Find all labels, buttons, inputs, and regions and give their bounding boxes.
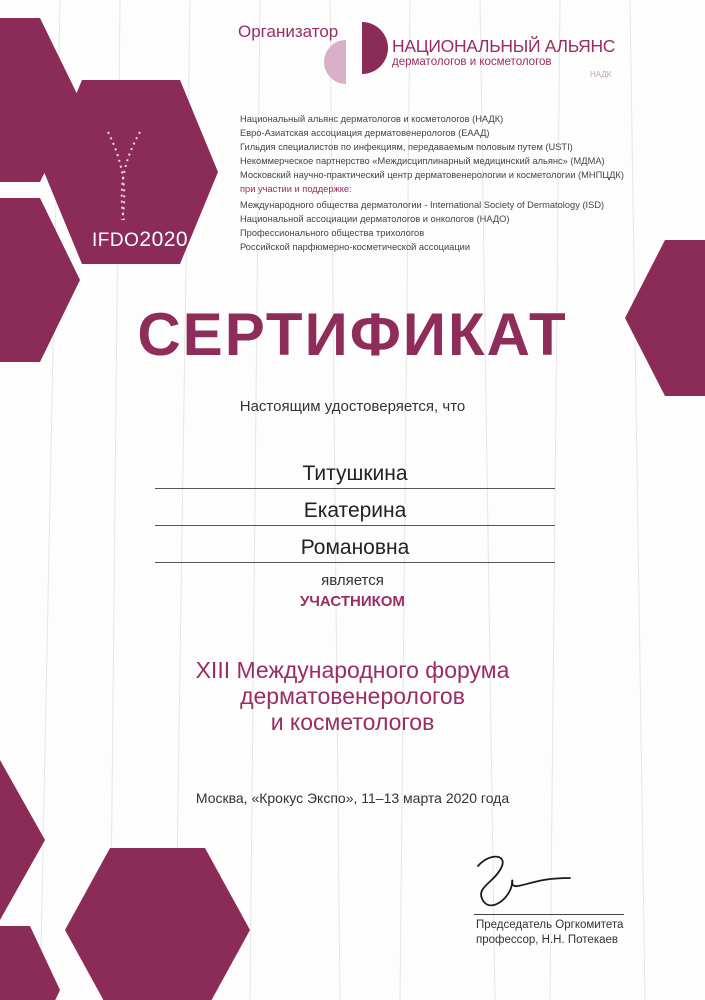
organizer-tag: НАДК	[590, 70, 612, 79]
organization-item: Некоммерческое партнерство «Междисциплинарный медицинский альянс» (МДМА)	[240, 156, 605, 166]
organization-item: Евро-Азиатская ассоциация дерматовенерологов (ЕААД)	[240, 128, 490, 138]
certificate-title: СЕРТИФИКАТ	[137, 301, 568, 368]
hex-bottom-left-lower	[0, 926, 60, 1000]
forum-line: дерматовенерологов	[240, 683, 465, 709]
hex-bottom-center	[65, 848, 250, 1000]
support-item: Профессионального общества трихологов	[240, 228, 425, 238]
organization-item: Московский научно-практический центр дерматовенерологии и косметологии (МНПЦДК)	[240, 170, 624, 180]
surname: Титушкина	[155, 460, 555, 489]
is-text: является	[321, 572, 384, 589]
event-logo	[92, 228, 188, 252]
place-date: Москва, «Крокус Экспо», 11–13 марта 2020 года	[195, 790, 510, 806]
chair-title: Председатель Оргкомитета	[476, 919, 624, 931]
support-list	[240, 198, 604, 254]
event-logo-text: IFDO	[92, 230, 140, 251]
forum-name	[0, 657, 705, 735]
support-item: Национальной ассоциации дерматологов и онкологов (НАДО)	[240, 214, 510, 224]
organizer-label: Организатор	[238, 22, 339, 41]
forum-line: и косметологов	[270, 709, 435, 735]
organization-item: Гильдия специалистов по инфекциям, передаваемым половым путем (USTI)	[240, 142, 573, 152]
support-label: при участии и поддержке:	[240, 184, 352, 194]
hex-bottom-left-upper	[0, 760, 45, 920]
organizations-list	[240, 112, 624, 182]
patronymic: Романовна	[155, 534, 555, 563]
organization-item: Национальный альянс дерматологов и косметологов (НАДК)	[240, 114, 504, 124]
event-logo-year: 2020	[139, 228, 189, 251]
role-text: УЧАСТНИКОМ	[300, 593, 405, 610]
signature-line	[474, 914, 624, 915]
organizer-subtitle: дерматологов и косметологов	[392, 56, 552, 68]
organizer-name: НАЦИОНАЛЬНЫЙ АЛЬЯНС	[392, 36, 616, 56]
support-item: Международного общества дерматологии - International Society of Dermatology (ISD)	[240, 200, 605, 210]
chair-block	[476, 918, 623, 948]
intro-text: Настоящим удостоверяется, что	[239, 398, 466, 415]
support-item: Российской парфюмерно-косметической ассоциации	[240, 242, 471, 252]
chair-name: профессор, Н.Н. Потекаев	[476, 934, 619, 946]
forum-line: XIII Международного форума	[195, 657, 510, 683]
first-name: Екатерина	[155, 497, 555, 526]
signature-image	[470, 848, 580, 918]
